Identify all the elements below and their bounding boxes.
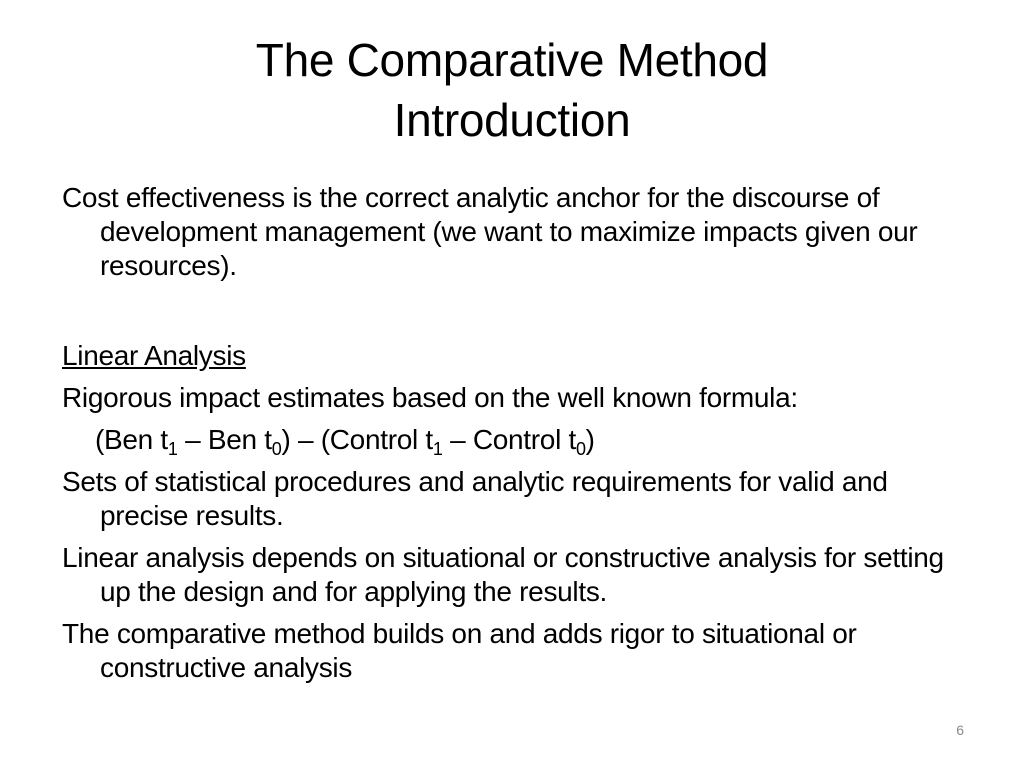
formula-subscript-1: 1: [167, 439, 178, 459]
slide-title: [0, 30, 1024, 150]
formula-part-3: ) – (Control t: [281, 424, 433, 455]
formula-subscript-4: 0: [575, 439, 586, 459]
formula-part-5: ): [585, 424, 595, 455]
formula-subscript-3: 1: [432, 439, 443, 459]
formula-part-4: – Control t: [442, 424, 576, 455]
page-number: 6: [956, 722, 964, 738]
formula-part-1: (Ben t: [95, 424, 168, 455]
title-line-2: Introduction: [393, 94, 631, 146]
formula-part-2: – Ben t: [177, 424, 272, 455]
section-heading: Linear Analysis: [62, 340, 246, 371]
formula-subscript-2: 0: [271, 439, 282, 459]
depends-paragraph: Linear analysis depends on situational or constructive analysis for setting up the design and for applying the results.: [62, 542, 944, 607]
slide-body: [62, 181, 972, 693]
paragraph-spacer: [62, 291, 972, 339]
intro-paragraph: Cost effectiveness is the correct analytic anchor for the discourse of development management (we want to maximize impacts given our resources).: [62, 182, 918, 281]
sets-paragraph: Sets of statistical procedures and analytic requirements for valid and precise results.: [62, 466, 888, 531]
comparative-paragraph: The comparative method builds on and adds rigor to situational or constructive analysis: [62, 618, 857, 683]
title-line-1: The Comparative Method: [255, 34, 769, 86]
rigorous-paragraph: Rigorous impact estimates based on the well known formula:: [62, 382, 798, 413]
impact-formula: [62, 423, 972, 457]
